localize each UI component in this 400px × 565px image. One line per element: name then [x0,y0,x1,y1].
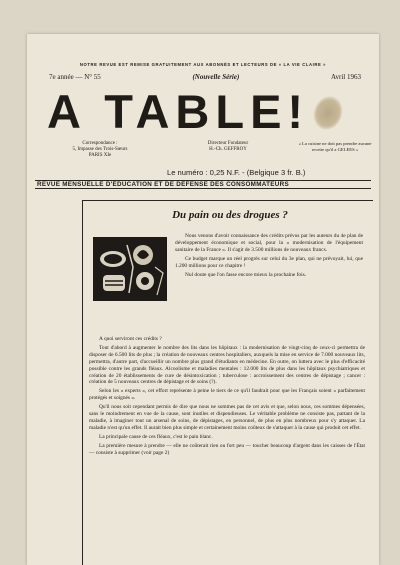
correspondence-label: Correspondance : [82,141,118,146]
article-lead [175,233,363,280]
correspondence-address-line-1: 5, Impasse des Trois-Sœurs [72,147,128,152]
body-paragraph: Selon les « experts », cet effort représente à peine le tiers de ce qu'il faudrait pour que les Français soient « parfaitement protégés et soignés ». [89,388,365,402]
divider-bottom [35,188,371,189]
masthead-topline: NOTRE REVUE EST REMISE GRATUITEMENT AUX ABONNÉS ET LECTEURS DE « LA VIE CLAIRE » [79,62,327,67]
director-name: H.-Ch. GEFFROY [209,147,247,152]
issue-year: 7e année [49,73,74,81]
body-paragraph: Tout d'abord à augmenter le nombre des lits dans les hôpitaux : la modernisation de vingt-cinq de ceux-ci permettra de disposer de 6.500 lits de plus ; la création de nouveaux centres hospitaliers, auxquels la mise en service de 7.000 nouveaux lits, permettra, d'autre part, d'accueillir un nombre plus grand d'étudiants en médecine. En outre, on luttera avec le plus d'efficacité possible contre les grands fléaux. Alcoolisme et maladies mentales : 12.000 lits de plus dans les hôpitaux psychiatriques et création de 20 établissements de cure de désintoxication ; tuberculose : accroissement des centres de dépistage ; cancer : création de 5 nouveaux centres de dépistage et de soins (?). [89,344,365,386]
body-paragraph: La première mesure à prendre — elle ne coûterait rien ou fort peu — toucher beaucoup d'argent dans les caisses de l'État — consiste à supprimer (voir page 2) [89,442,365,456]
issue-info-row [49,73,361,81]
newspaper-subtitle: REVUE MENSUELLE D'ÉDUCATION ET DE DÉFENSE DES CONSOMMATEURS [37,181,289,188]
director-block [183,141,273,153]
illustration-art [93,237,167,301]
director-label: Directeur Fondateur [207,141,249,146]
newspaper-page [27,34,379,565]
bread-engraving-illustration [93,237,167,301]
lead-paragraph: Nous venons d'avoir connaissance des crédits prévus par les auteurs du 4e plan de développement économique et social, pour la « modernisation de l'équipement sanitaire de la France ». Il s'agit de 3.500 millions de nouveaux francs. [175,233,363,253]
lead-paragraph: Ce budget marque un réel progrès sur celui du 3e plan, qui ne prévoyait, lui, que 1.200 millions pour ce chapitre ! [175,255,363,269]
masthead-quote: « La cuisine ne doit pas prendre aucune recette qu'il a GELEES » [298,141,372,152]
issue-year-number: 7e année — N° 55 [49,73,101,81]
article-frame [82,200,373,565]
body-paragraph: La principale cause de ces fléaux, c'est le pain blanc. [99,433,213,440]
body-paragraph: A quoi serviront ces crédits ? [99,336,162,342]
newspaper-title: A TABLE! [47,85,310,138]
correspondence-block [55,141,145,159]
article-body [89,336,365,459]
body-paragraph: Qu'il nous soit cependant permis de dire que nous ne sommes pas de cet avis et que, selon nous, ces sommes dépensées, sans le moindrement en vue de la cause, sont inutiles et dispendieuses. Le véritable problème ne consiste pas, partant de la maladie, à imaginer tout un arsenal de soins, de dépistages, en personnel, de plus en plus nombreux pour s'y attaquer. La maladie n'est qu'un effet. Il aurait bien plus simple et certainement moins coûteux de s'attaquer à la cause qui produit cet effet. [89,404,365,431]
lead-paragraph: Nul doute que l'on fasse encore mieux la prochaine fois. [185,271,307,278]
issue-date: Avril 1963 [330,73,361,81]
correspondence-address-line-2: PARIS XIe [88,153,112,158]
issue-price: Le numéro : 0,25 N.F. - (Belgique 3 fr. B.) [167,168,306,177]
issue-number: N° 55 [84,73,101,81]
article-heading: Du pain ou des drogues ? [172,209,288,221]
issue-series: (Nouvelle Série) [192,73,240,81]
